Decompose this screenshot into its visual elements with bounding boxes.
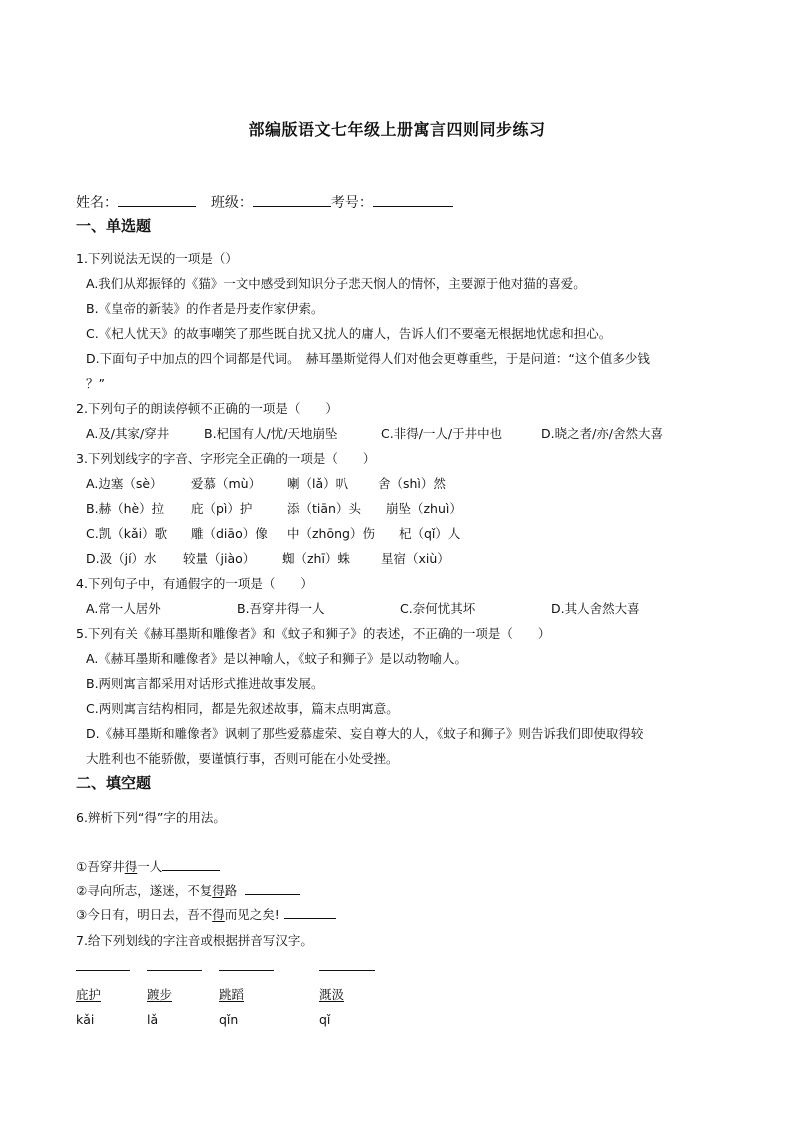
item-text: 而见之矣! [224,907,280,922]
answer-blank[interactable] [162,858,220,871]
q7-word-2: 踱步 [147,987,173,1002]
q5-option-b[interactable]: B.两则寓言都采用对话形式推进故事发展。 [86,676,324,691]
q6-item-1 [76,857,220,875]
q2-option-d[interactable]: D.晓之者/亦/舍然大喜 [541,426,664,441]
student-info-line [76,192,453,212]
q2-option-a[interactable]: A.及/其家/穿井 [86,426,170,441]
item-number: ① [76,859,88,874]
q3-c-word1: 凯（kǎi）歌 [98,526,168,541]
q3-a-word4: 舍（shì）然 [378,476,446,491]
q3-b-word4: 崩坠（zhuì） [386,501,462,516]
q3-b-word2: 庇（pì）护 [191,501,253,516]
q7-stem: 7.给下列划线的字注音或根据拼音写汉字。 [76,933,313,948]
item-number: ③ [76,907,88,922]
q3-option-b[interactable] [86,499,164,517]
q1-option-a[interactable]: A.我们从郑振铎的《猫》一文中感受到知识分子悲天悯人的情怀，主要源于他对猫的喜爱。 [86,276,586,291]
q6-stem: 6.辨析下列“得”字的用法。 [76,810,226,825]
q4-option-d[interactable]: D.其人舍然大喜 [551,601,640,616]
item-text: 寻向所志，遂迷，不复 [87,883,213,898]
q3-d-word3: 蜘（zhī）蛛 [282,551,350,566]
q7-answer-blank-1[interactable] [76,970,130,971]
q3-c-word4: 杞（qǐ）人 [399,526,461,541]
q7-pinyin-3: qǐn [219,1012,239,1027]
q3-a-word3: 喇（lǎ）叭 [287,476,349,491]
q3-option-a[interactable] [86,474,163,492]
q2-stem: 2.下列句子的朗读停顿不正确的一项是（ ） [76,401,338,416]
q3-b-word1: 赫（hè）拉 [98,501,165,516]
answer-blank[interactable] [284,906,336,919]
q7-word-3: 跳蹈 [219,987,245,1002]
q1-option-d[interactable]: D.下面句子中加点的四个词都是代词。 赫耳墨斯觉得人们对他会更尊重些，于是问道：“这个值多少钱 [86,351,650,366]
section-fill-in: 二、填空题 [76,774,152,792]
q5-option-a[interactable]: A.《赫耳墨斯和雕像者》是以神喻人，《蚊子和狮子》是以动物喻人。 [86,651,468,666]
item-key-char: 得 [212,907,225,922]
q4-option-a[interactable]: A.常一人居外 [86,601,161,616]
q3-stem: 3.下列划线字的字音、字形完全正确的一项是（ ） [76,451,376,466]
option-letter: B. [86,501,99,516]
q3-b-word3: 添（tiān）头 [287,501,361,516]
q4-stem: 4.下列句子中，有通假字的一项是（ ） [76,576,313,591]
q5-stem: 5.下列有关《赫耳墨斯和雕像者》和《蚊子和狮子》的表述，不正确的一项是（ ） [76,626,551,641]
q7-word-4: 溉汲 [319,987,345,1002]
section-single-choice: 一、单选题 [76,217,152,235]
answer-blank[interactable] [245,882,300,895]
q5-option-d-cont: 大胜利也不能骄傲，要谨慎行事，否则可能在小处受挫。 [86,751,399,766]
option-letter: C. [86,526,99,541]
q3-option-c[interactable] [86,524,167,542]
item-text: 今日有，明日去，吾不 [87,907,213,922]
q7-pinyin-1: kǎi [76,1012,95,1027]
q7-answer-blank-4[interactable] [319,970,375,971]
option-letter: D. [86,551,100,566]
number-label: 考号： [330,195,373,211]
class-blank[interactable] [253,192,331,207]
q3-d-word1: 汲（jí）水 [99,551,157,566]
item-key-char: 得 [124,859,138,874]
q7-pinyin-4: qǐ [319,1012,331,1027]
item-number: ② [76,883,88,898]
q6-item-3 [76,905,336,923]
q7-answer-blank-3[interactable] [219,970,274,971]
item-text: 路 [224,883,238,898]
q3-c-word2: 雕（diāo）像 [191,526,268,541]
page-title: 部编版语文七年级上册寓言四则同步练习 [248,120,546,139]
q4-option-c[interactable]: C.奈何忧其坏 [400,601,476,616]
q5-option-c[interactable]: C.两则寓言结构相同，都是先叙述故事，篇末点明寓意。 [86,701,399,716]
q3-option-d[interactable] [86,549,157,567]
number-blank[interactable] [373,192,453,207]
q1-option-d-cont: ？” [86,376,105,391]
q5-option-d[interactable]: D.《赫耳墨斯和雕像者》讽刺了那些爱慕虚荣、妄自尊大的人，《蚊子和狮子》则告诉我们即使取得较 [86,726,644,741]
name-label: 姓名： [76,195,118,211]
item-key-char: 得 [212,883,225,898]
q3-a-word2: 爱慕（mù） [191,476,262,491]
q2-option-c[interactable]: C.非得/一人/于井中也 [381,426,503,441]
item-text: 吾穿井 [87,859,125,874]
q4-option-b[interactable]: B.吾穿井得一人 [237,601,325,616]
class-label: 班级： [210,195,253,211]
q3-d-word2: 较量（jiào） [183,551,256,566]
q1-option-c[interactable]: C.《杞人忧天》的故事嘲笑了那些既自扰又扰人的庸人，告诉人们不要毫无根据地忧虑和担心。 [86,326,612,341]
q6-item-2 [76,881,300,899]
name-blank[interactable] [118,192,196,207]
q3-c-word3: 中（zhōng）伤 [287,526,375,541]
q2-option-b[interactable]: B.杞国有人/忧/天地崩坠 [204,426,338,441]
q1-stem: 1.下列说法无误的一项是（） [76,251,238,266]
q7-word-1: 庇护 [76,987,102,1002]
q3-a-word1: 边塞（sè） [98,476,163,491]
q7-pinyin-2: lǎ [147,1012,159,1027]
item-text: 一人 [137,859,163,874]
option-letter: A. [86,476,99,491]
q3-d-word4: 星宿（xiù） [381,551,450,566]
q7-answer-blank-2[interactable] [147,970,202,971]
q1-option-b[interactable]: B.《皇帝的新装》的作者是丹麦作家伊索。 [86,301,324,316]
